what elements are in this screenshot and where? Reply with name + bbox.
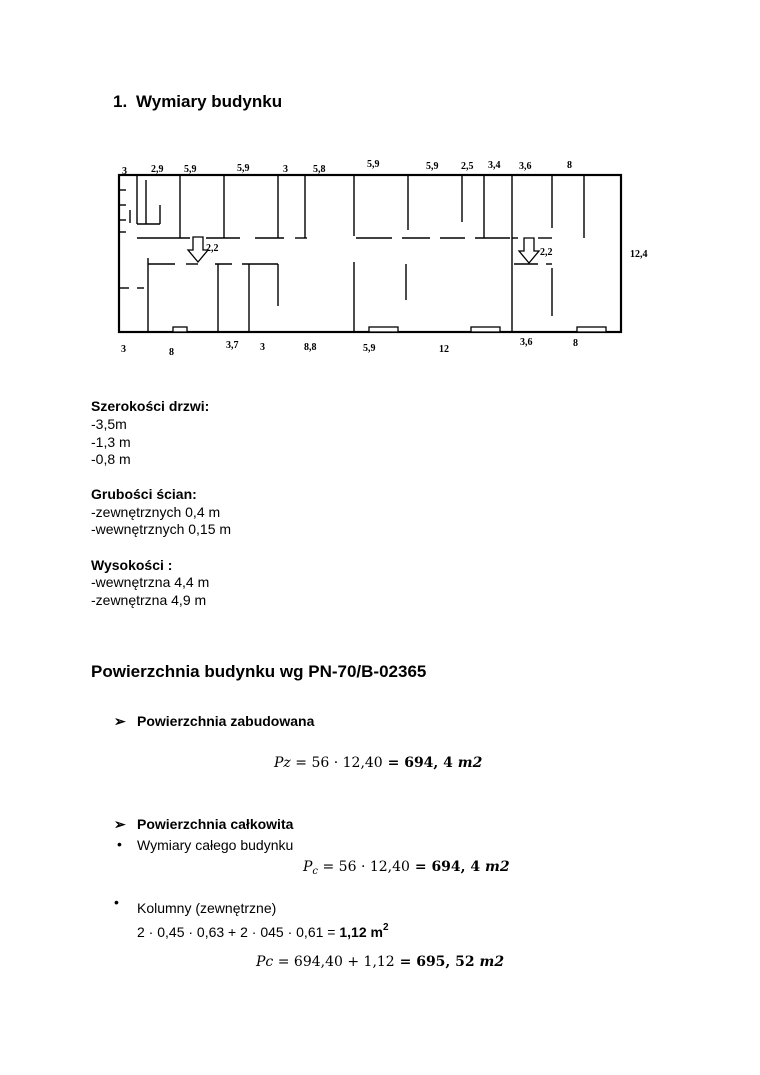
- entrance-arrow-icon: [519, 238, 539, 263]
- dim-label: 12: [439, 344, 449, 355]
- dim-label: 3,7: [226, 340, 239, 351]
- arrow-label: 2,2: [206, 243, 219, 254]
- arrow-label: 2,2: [540, 247, 553, 258]
- formula-op: ·: [356, 859, 370, 875]
- list-item: -zewnętrznych 0,4 m: [91, 504, 221, 520]
- dim-label: 3,4: [488, 160, 501, 171]
- dim-label: 3: [283, 164, 288, 175]
- section-title: Wymiary budynku: [136, 92, 283, 111]
- list-item: -wewnętrznych 0,15 m: [91, 521, 232, 537]
- list-item: -3,5m: [91, 416, 127, 432]
- formula-term: 1,12: [363, 954, 395, 970]
- plan-bottom-dims: [121, 337, 578, 358]
- interior-walls: [119, 175, 584, 332]
- dim-label: 8: [573, 338, 578, 349]
- formula-symbol: P: [303, 859, 313, 875]
- formula-result: 694, 4: [431, 859, 481, 875]
- dim-label: 8: [567, 160, 572, 171]
- built-area-label: Powierzchnia zabudowana: [137, 713, 315, 729]
- columns-sup: 2: [382, 922, 389, 933]
- formula-op: =: [409, 859, 432, 875]
- formula-symbol: Pc: [256, 954, 274, 970]
- formula-op: =: [382, 755, 405, 771]
- formula-unit: m2: [452, 755, 483, 771]
- formula-op: =: [290, 755, 312, 771]
- gross-area-formula: [256, 954, 504, 970]
- columns-result: 1,12 m: [339, 924, 383, 940]
- dim-label: 3: [121, 344, 126, 355]
- dims-label: Wymiary całego budynku: [137, 837, 294, 853]
- total-area-label: Powierzchnia całkowita: [137, 816, 294, 832]
- dim-label: 8: [169, 347, 174, 358]
- formula-op: ·: [329, 755, 343, 771]
- formula-unit: m2: [474, 954, 505, 970]
- dim-label: 5,8: [313, 164, 326, 175]
- formula-symbol: Pz: [274, 755, 291, 771]
- formula-op: +: [342, 954, 364, 970]
- list-item: -0,8 m: [91, 451, 131, 467]
- formula-op: =: [273, 954, 294, 970]
- formula-term: 56: [311, 755, 330, 771]
- bullet-icon: •: [114, 894, 119, 910]
- formula-subscript: c: [312, 866, 319, 877]
- dim-label: 12,4: [630, 249, 648, 260]
- bullet-icon: •: [117, 836, 122, 852]
- columns-expr: 2 · 0,45 · 0,63 + 2 · 045 · 0,61 =: [137, 924, 340, 940]
- dim-label: 3,6: [519, 161, 532, 172]
- floor-plan: [0, 0, 760, 370]
- list-item: -1,3 m: [91, 434, 131, 450]
- dim-label: 3,6: [520, 337, 533, 348]
- columns-label: Kolumny (zewnętrzne): [137, 900, 277, 916]
- formula-result: 695, 52: [416, 954, 475, 970]
- formula-unit: m2: [480, 859, 510, 875]
- dim-label: 5,9: [184, 164, 197, 175]
- dim-label: 5,9: [426, 161, 439, 172]
- total-dims-formula: [303, 859, 510, 877]
- entrance-arrow-icon: [188, 237, 208, 262]
- formula-op: =: [318, 859, 339, 875]
- formula-term: 694,40: [293, 954, 343, 970]
- dim-label: 2,5: [461, 161, 474, 172]
- area-title: Powierzchnia budynku wg PN-70/B-02365: [91, 662, 427, 681]
- heights-heading: Wysokości :: [91, 557, 173, 573]
- dim-label: 3: [122, 166, 127, 177]
- formula-op: =: [394, 954, 417, 970]
- arrow-bullet-icon: ➢: [114, 713, 126, 729]
- section-number: 1.: [113, 92, 128, 111]
- built-area-formula: [274, 755, 482, 771]
- dim-label: 8,8: [304, 342, 317, 353]
- formula-term: 56: [338, 859, 357, 875]
- formula-term: 12,40: [369, 859, 410, 875]
- arrow-bullet-icon: ➢: [114, 816, 126, 832]
- dim-label: 5,9: [363, 343, 376, 354]
- columns-formula: [137, 919, 389, 942]
- walls-heading: Grubości ścian:: [91, 486, 197, 502]
- dim-label: 5,9: [367, 159, 380, 170]
- formula-result: 694, 4: [404, 755, 453, 771]
- doors-heading: Szerokości drzwi:: [91, 398, 210, 414]
- list-item: -wewnętrzna 4,4 m: [91, 574, 210, 590]
- dim-label: 5,9: [237, 163, 250, 174]
- list-item: -zewnętrzna 4,9 m: [91, 592, 207, 608]
- formula-term: 12,40: [342, 755, 383, 771]
- dim-label: 2,9: [151, 164, 164, 175]
- dim-label: 3: [260, 342, 265, 353]
